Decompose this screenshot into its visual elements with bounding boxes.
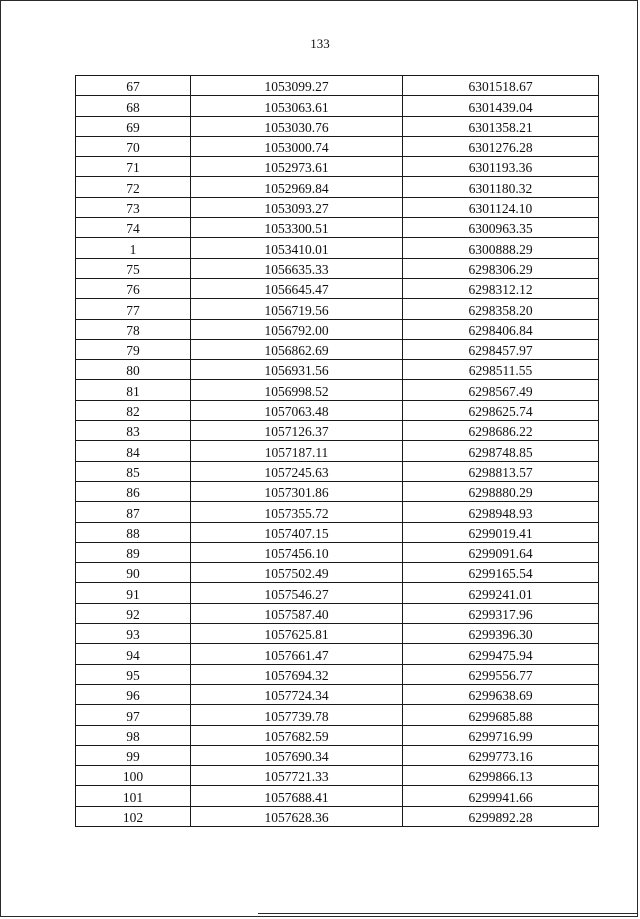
y-coordinate-cell: 6301358.21 [403,116,599,136]
x-coordinate-cell: 1057682.59 [191,725,403,745]
y-coordinate-cell: 6301124.10 [403,197,599,217]
table-row [76,502,599,522]
y-coordinate-cell: 6301180.32 [403,177,599,197]
point-number-cell: 1 [76,238,191,258]
table-row [76,278,599,298]
table-row [76,624,599,644]
x-coordinate-cell: 1057126.37 [191,421,403,441]
y-coordinate-cell: 6299773.16 [403,745,599,765]
point-number-cell: 99 [76,745,191,765]
table-row [76,603,599,623]
table-row [76,684,599,704]
point-number-cell: 69 [76,116,191,136]
point-number-cell: 97 [76,705,191,725]
table-row [76,542,599,562]
y-coordinate-cell: 6301276.28 [403,136,599,156]
point-number-cell: 78 [76,319,191,339]
x-coordinate-cell: 1053300.51 [191,218,403,238]
x-coordinate-cell: 1057628.36 [191,806,403,826]
point-number-cell: 102 [76,806,191,826]
y-coordinate-cell: 6298686.22 [403,421,599,441]
x-coordinate-cell: 1056792.00 [191,319,403,339]
y-coordinate-cell: 6299019.41 [403,522,599,542]
y-coordinate-cell: 6299941.66 [403,786,599,806]
point-number-cell: 92 [76,603,191,623]
point-number-cell: 90 [76,563,191,583]
point-number-cell: 85 [76,461,191,481]
table-row [76,380,599,400]
x-coordinate-cell: 1057661.47 [191,644,403,664]
y-coordinate-cell: 6301518.67 [403,76,599,96]
x-coordinate-cell: 1057739.78 [191,705,403,725]
y-coordinate-cell: 6301193.36 [403,157,599,177]
x-coordinate-cell: 1052973.61 [191,157,403,177]
y-coordinate-cell: 6298457.97 [403,339,599,359]
y-coordinate-cell: 6298948.93 [403,502,599,522]
y-coordinate-cell: 6298748.85 [403,441,599,461]
y-coordinate-cell: 6298511.55 [403,360,599,380]
page-bottom-rule [258,913,638,914]
point-number-cell: 93 [76,624,191,644]
y-coordinate-cell: 6299091.64 [403,542,599,562]
y-coordinate-cell: 6298880.29 [403,481,599,501]
y-coordinate-cell: 6299716.99 [403,725,599,745]
point-number-cell: 79 [76,339,191,359]
y-coordinate-cell: 6298312.12 [403,278,599,298]
point-number-cell: 91 [76,583,191,603]
x-coordinate-cell: 1057724.34 [191,684,403,704]
table-row [76,461,599,481]
y-coordinate-cell: 6301439.04 [403,96,599,116]
y-coordinate-cell: 6300963.35 [403,218,599,238]
x-coordinate-cell: 1057245.63 [191,461,403,481]
table-row [76,522,599,542]
x-coordinate-cell: 1053030.76 [191,116,403,136]
table-row [76,421,599,441]
point-number-cell: 87 [76,502,191,522]
y-coordinate-cell: 6300888.29 [403,238,599,258]
table-row [76,218,599,238]
x-coordinate-cell: 1056645.47 [191,278,403,298]
table-row [76,197,599,217]
table-row [76,319,599,339]
y-coordinate-cell: 6299892.28 [403,806,599,826]
y-coordinate-cell: 6299866.13 [403,766,599,786]
table-row [76,481,599,501]
x-coordinate-cell: 1057355.72 [191,502,403,522]
x-coordinate-cell: 1057187.11 [191,441,403,461]
coordinates-table-body [76,76,599,827]
y-coordinate-cell: 6298813.57 [403,461,599,481]
point-number-cell: 80 [76,360,191,380]
table-row [76,664,599,684]
table-row [76,238,599,258]
point-number-cell: 82 [76,400,191,420]
table-row [76,136,599,156]
table-row [76,96,599,116]
table-row [76,745,599,765]
table-row [76,339,599,359]
point-number-cell: 100 [76,766,191,786]
point-number-cell: 98 [76,725,191,745]
y-coordinate-cell: 6299317.96 [403,603,599,623]
table-row [76,806,599,826]
y-coordinate-cell: 6299638.69 [403,684,599,704]
x-coordinate-cell: 1057456.10 [191,542,403,562]
point-number-cell: 101 [76,786,191,806]
x-coordinate-cell: 1056862.69 [191,339,403,359]
table-row [76,400,599,420]
y-coordinate-cell: 6299685.88 [403,705,599,725]
y-coordinate-cell: 6298625.74 [403,400,599,420]
x-coordinate-cell: 1056998.52 [191,380,403,400]
x-coordinate-cell: 1057721.33 [191,766,403,786]
point-number-cell: 77 [76,299,191,319]
y-coordinate-cell: 6298567.49 [403,380,599,400]
point-number-cell: 86 [76,481,191,501]
point-number-cell: 74 [76,218,191,238]
point-number-cell: 67 [76,76,191,96]
table-row [76,177,599,197]
x-coordinate-cell: 1057407.15 [191,522,403,542]
table-row [76,76,599,96]
point-number-cell: 72 [76,177,191,197]
point-number-cell: 75 [76,258,191,278]
x-coordinate-cell: 1053099.27 [191,76,403,96]
x-coordinate-cell: 1057690.34 [191,745,403,765]
table-row [76,563,599,583]
point-number-cell: 73 [76,197,191,217]
y-coordinate-cell: 6299475.94 [403,644,599,664]
x-coordinate-cell: 1057502.49 [191,563,403,583]
x-coordinate-cell: 1057694.32 [191,664,403,684]
point-number-cell: 94 [76,644,191,664]
y-coordinate-cell: 6298406.84 [403,319,599,339]
y-coordinate-cell: 6299396.30 [403,624,599,644]
x-coordinate-cell: 1057301.86 [191,481,403,501]
y-coordinate-cell: 6299241.01 [403,583,599,603]
table-row [76,725,599,745]
table-row [76,360,599,380]
table-row [76,116,599,136]
coordinates-table [75,75,599,827]
point-number-cell: 71 [76,157,191,177]
y-coordinate-cell: 6298358.20 [403,299,599,319]
x-coordinate-cell: 1057688.41 [191,786,403,806]
x-coordinate-cell: 1057625.81 [191,624,403,644]
x-coordinate-cell: 1057063.48 [191,400,403,420]
point-number-cell: 76 [76,278,191,298]
table-row [76,157,599,177]
point-number-cell: 83 [76,421,191,441]
x-coordinate-cell: 1056635.33 [191,258,403,278]
point-number-cell: 68 [76,96,191,116]
table-row [76,644,599,664]
y-coordinate-cell: 6298306.29 [403,258,599,278]
page-number: 133 [310,36,330,51]
x-coordinate-cell: 1056719.56 [191,299,403,319]
table-row [76,705,599,725]
x-coordinate-cell: 1052969.84 [191,177,403,197]
x-coordinate-cell: 1053063.61 [191,96,403,116]
table-row [76,299,599,319]
y-coordinate-cell: 6299165.54 [403,563,599,583]
x-coordinate-cell: 1053410.01 [191,238,403,258]
point-number-cell: 84 [76,441,191,461]
point-number-cell: 89 [76,542,191,562]
table-row [76,583,599,603]
table-row [76,766,599,786]
point-number-cell: 88 [76,522,191,542]
point-number-cell: 95 [76,664,191,684]
x-coordinate-cell: 1053000.74 [191,136,403,156]
y-coordinate-cell: 6299556.77 [403,664,599,684]
x-coordinate-cell: 1057546.27 [191,583,403,603]
table-row [76,786,599,806]
x-coordinate-cell: 1053093.27 [191,197,403,217]
point-number-cell: 96 [76,684,191,704]
point-number-cell: 81 [76,380,191,400]
point-number-cell: 70 [76,136,191,156]
x-coordinate-cell: 1056931.56 [191,360,403,380]
table-row [76,441,599,461]
x-coordinate-cell: 1057587.40 [191,603,403,623]
table-row [76,258,599,278]
